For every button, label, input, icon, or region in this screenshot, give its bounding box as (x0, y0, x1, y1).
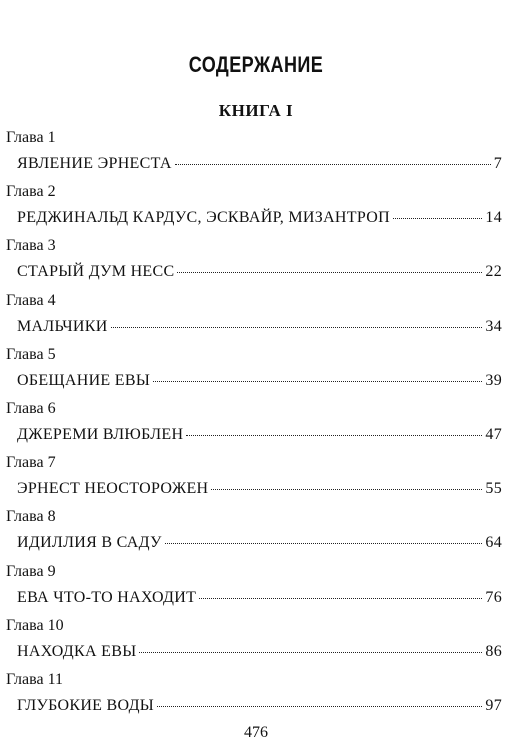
chapter-page: 47 (485, 425, 502, 443)
chapter-label: Глава 5 (6, 345, 56, 363)
toc-entry (0, 234, 512, 288)
dot-leader (186, 435, 482, 436)
chapter-line[interactable] (17, 313, 502, 343)
dot-leader (199, 598, 482, 599)
chapter-line[interactable] (17, 258, 502, 288)
toc-entry (0, 451, 512, 505)
chapter-title: МАЛЬЧИКИ (17, 317, 108, 335)
dot-leader (393, 218, 482, 219)
chapter-label: Глава 4 (6, 291, 56, 309)
chapter-page: 86 (485, 642, 502, 660)
dot-leader (139, 652, 482, 653)
chapter-title: ГЛУБОКИЕ ВОДЫ (17, 696, 155, 714)
chapter-title: РЕДЖИНАЛЬД КАРДУС, ЭСКВАЙР, МИЗАНТРОП (17, 209, 390, 227)
chapter-label: Глава 11 (6, 670, 63, 688)
chapter-line[interactable] (17, 638, 502, 668)
chapter-line[interactable] (17, 421, 502, 451)
chapter-line[interactable] (17, 204, 502, 234)
chapter-title: ЕВА ЧТО-ТО НАХОДИТ (17, 588, 197, 606)
chapter-page: 34 (485, 317, 502, 335)
dot-leader (177, 272, 482, 273)
page-number: 476 (244, 724, 268, 741)
chapter-label: Глава 3 (6, 237, 56, 255)
chapter-label: Глава 7 (6, 454, 56, 472)
toc-entry (0, 505, 512, 559)
chapter-page: 97 (485, 696, 502, 714)
chapter-page: 7 (493, 155, 502, 172)
dot-leader (165, 543, 483, 544)
chapter-page: 22 (485, 263, 502, 281)
toc-entry (0, 397, 512, 451)
dot-leader (153, 381, 482, 382)
toc-entry (0, 126, 512, 180)
chapter-title: СТАРЫЙ ДУМ НЕСС (17, 263, 175, 281)
chapter-label: Глава 10 (6, 616, 64, 634)
book-heading: КНИГА I (218, 101, 294, 120)
toc-entry (0, 180, 512, 234)
chapter-page: 14 (485, 209, 502, 227)
chapter-page: 76 (485, 588, 502, 606)
chapter-label: Глава 2 (6, 183, 56, 201)
chapter-title: ЯВЛЕНИЕ ЭРНЕСТА (17, 155, 172, 172)
chapter-title: ИДИЛЛИЯ В САДУ (17, 534, 162, 552)
chapter-line[interactable] (17, 367, 502, 397)
dot-leader (111, 327, 483, 328)
toc-entry (0, 560, 512, 614)
table-of-contents (0, 126, 512, 722)
toc-entry (0, 343, 512, 397)
toc-entry (0, 289, 512, 343)
chapter-label: Глава 9 (6, 562, 56, 580)
chapter-page: 64 (485, 534, 502, 552)
chapter-label: Глава 6 (6, 399, 56, 417)
chapter-line[interactable] (17, 150, 502, 180)
page-title: СОДЕРЖАНИЕ (188, 52, 324, 77)
chapter-line[interactable] (17, 529, 502, 559)
chapter-line[interactable] (17, 692, 502, 722)
chapter-page: 39 (485, 371, 502, 389)
chapter-label: Глава 8 (6, 508, 56, 526)
chapter-line[interactable] (17, 475, 502, 505)
chapter-line[interactable] (17, 584, 502, 614)
chapter-label: Глава 1 (6, 129, 56, 146)
chapter-title: ДЖЕРЕМИ ВЛЮБЛЕН (17, 425, 184, 443)
dot-leader (157, 706, 482, 707)
chapter-page: 55 (485, 480, 502, 498)
dot-leader (211, 489, 482, 490)
chapter-title: ЭРНЕСТ НЕОСТОРОЖЕН (17, 480, 209, 498)
chapter-title: НАХОДКА ЕВЫ (17, 642, 137, 660)
chapter-title: ОБЕЩАНИЕ ЕВЫ (17, 371, 151, 389)
dot-leader (175, 164, 491, 165)
toc-entry (0, 614, 512, 668)
toc-entry (0, 668, 512, 722)
